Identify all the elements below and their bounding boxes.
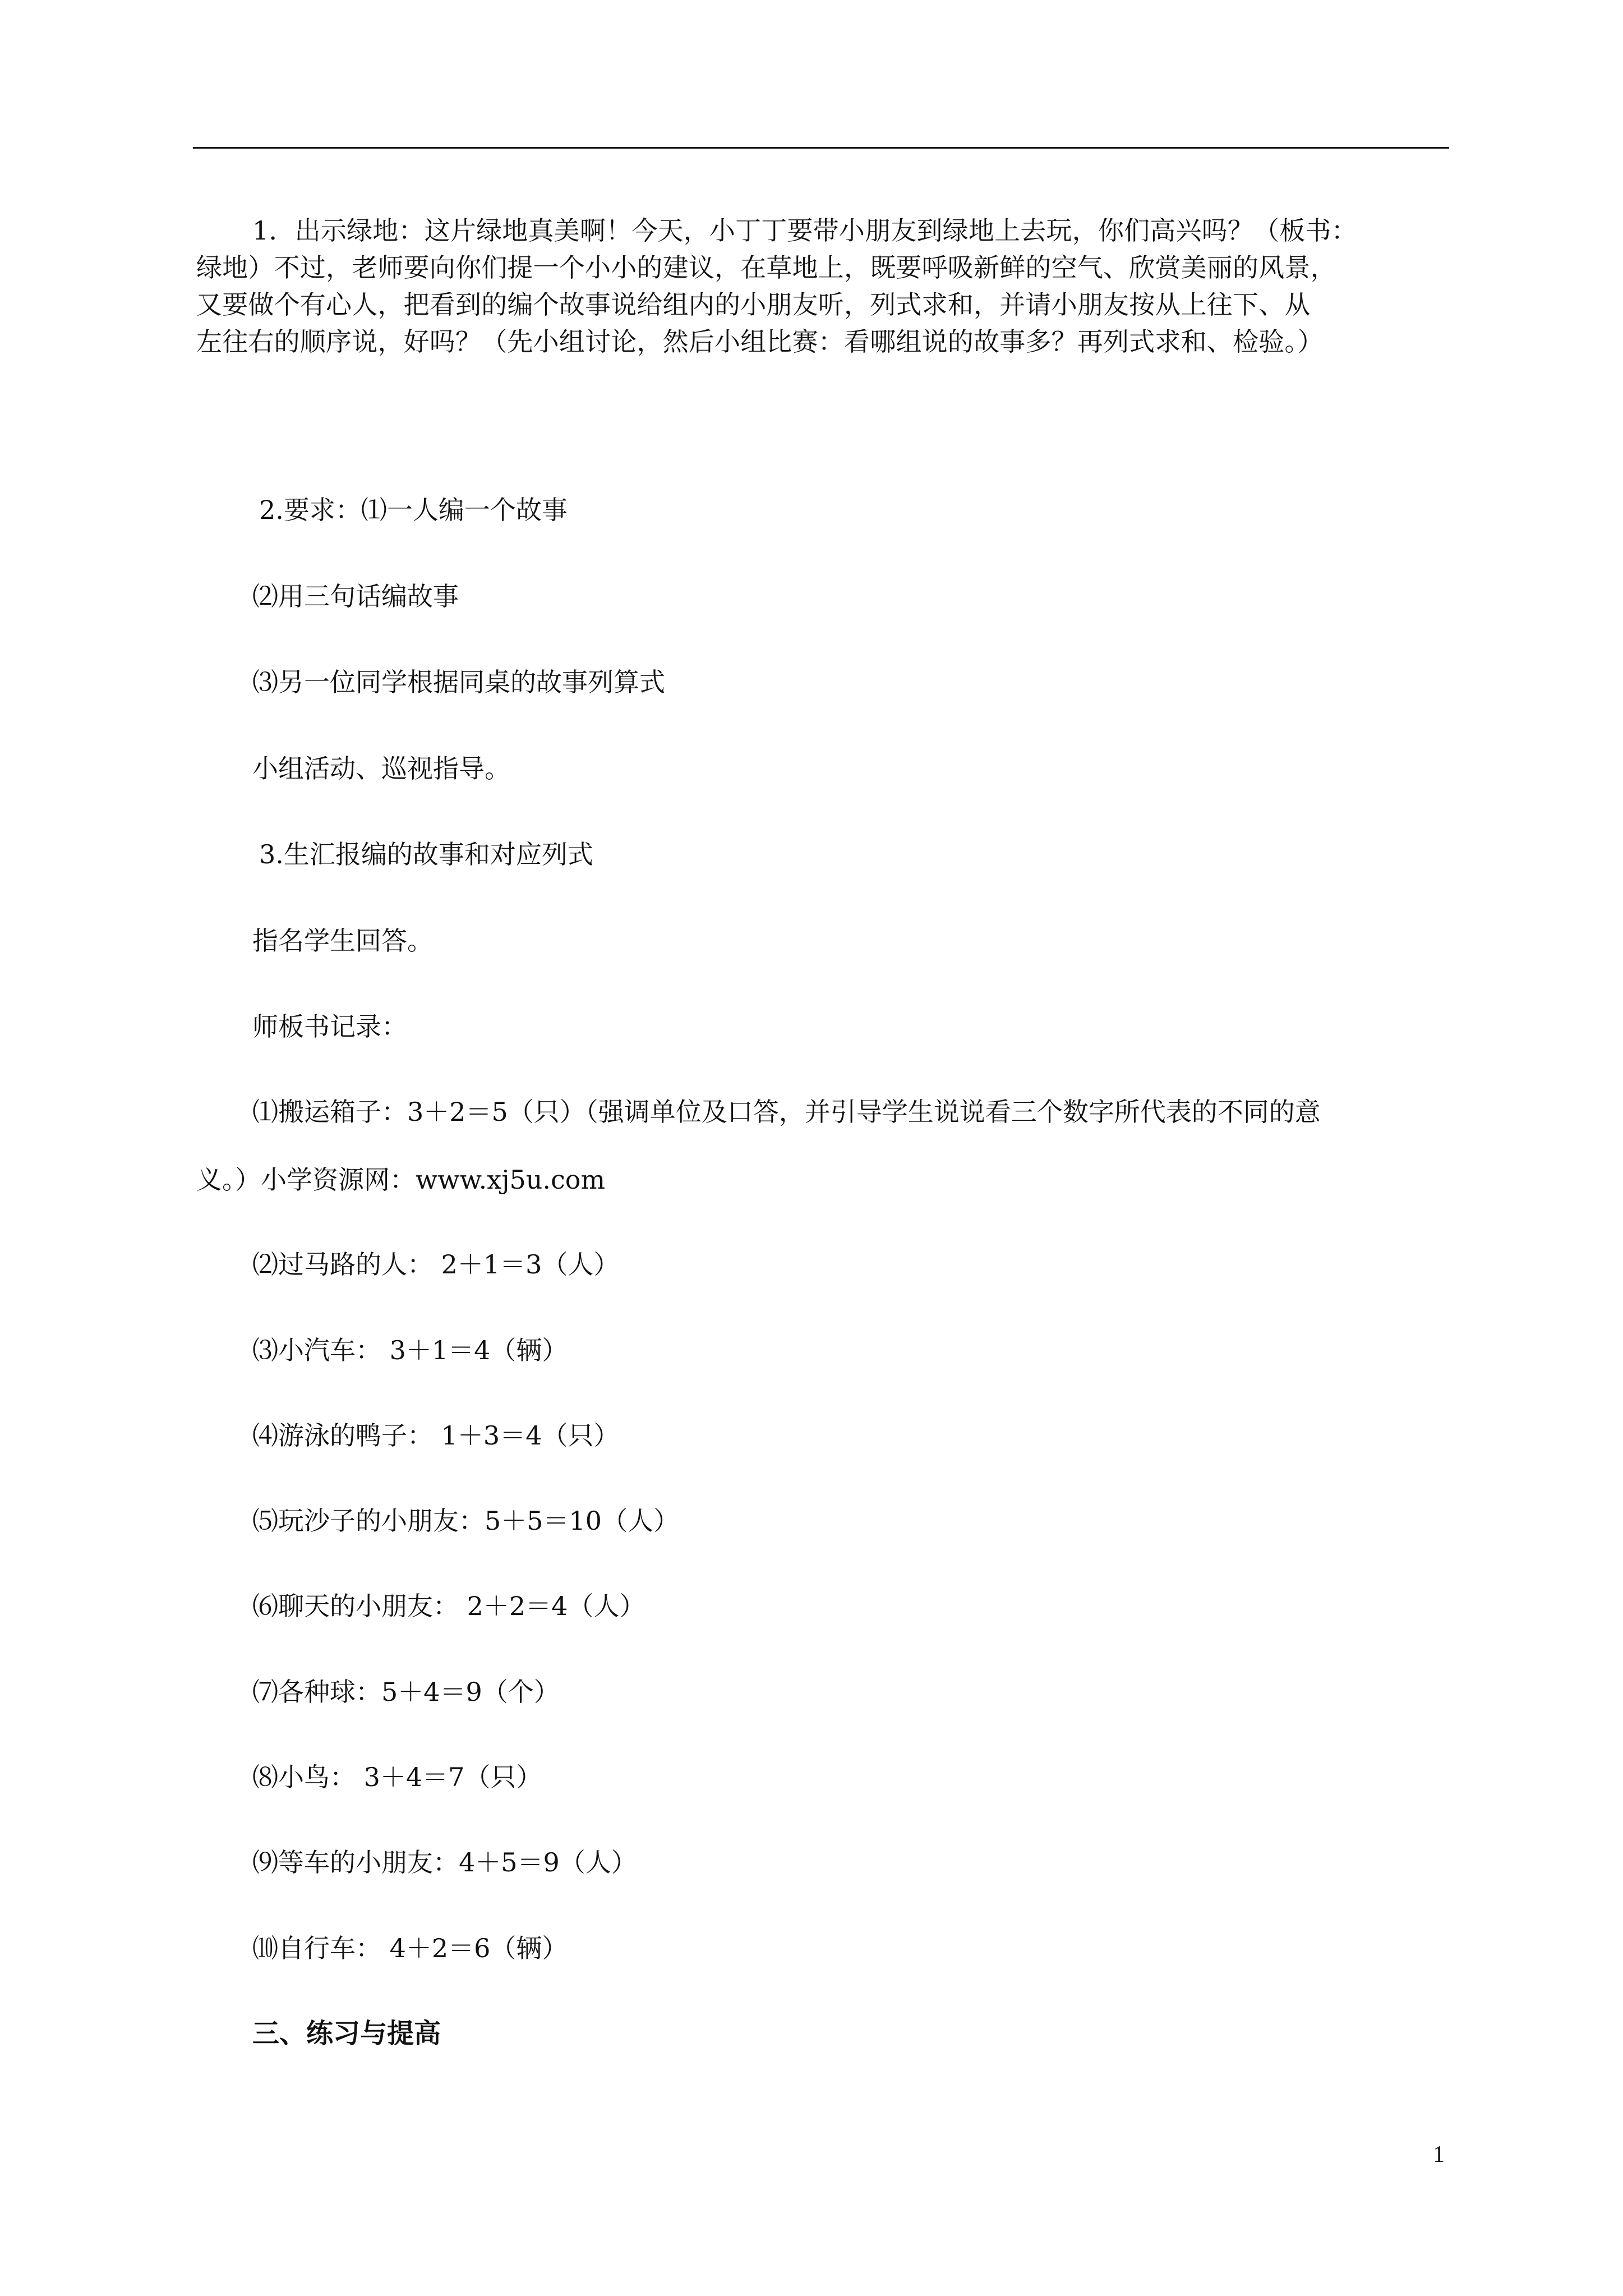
record-5: ⑸玩沙子的小朋友：5＋5＝10（人）: [252, 1506, 680, 1536]
record-2: ⑵过马路的人： 2＋1＝3（人）: [252, 1249, 620, 1280]
header-rule: [193, 147, 1449, 149]
record-6: ⑹聊天的小朋友： 2＋2＝4（人）: [252, 1591, 645, 1621]
intro-line-2: 绿地）不过，老师要向你们提一个小小的建议，在草地上，既要呼吸新鲜的空气、欣赏美丽的风景，: [196, 252, 1336, 283]
intro-paragraph: [196, 212, 1453, 360]
record-8: ⑻小鸟： 3＋4＝7（只）: [252, 1762, 542, 1792]
requirements-heading: 2.要求：⑴一人编一个故事: [259, 495, 568, 525]
record-4: ⑷游泳的鸭子： 1＋3＝4（只）: [252, 1420, 620, 1451]
page-number: 1: [1433, 2142, 1445, 2168]
record-9: ⑼等车的小朋友：4＋5＝9（人）: [252, 1847, 637, 1878]
record-7: ⑺各种球：5＋4＝9（个）: [252, 1677, 560, 1707]
section-3-heading: 三、练习与提高: [252, 2018, 441, 2049]
intro-line-4: 左往右的顺序说，好吗？（先小组讨论，然后小组比赛：看哪组说的故事多？再列式求和、检验。）: [196, 326, 1324, 357]
intro-line-3: 又要做个有心人，把看到的编个故事说给组内的小朋友听，列式求和，并请小朋友按从上往下、从: [196, 289, 1311, 320]
board-record-label: 师板书记录：: [252, 1011, 407, 1042]
group-activity-text: 小组活动、巡视指导。: [252, 753, 510, 784]
intro-line-1: 1．出示绿地：这片绿地真美啊！今天，小丁丁要带小朋友到绿地上去玩，你们高兴吗？（板书：: [252, 215, 1357, 246]
record-1-line-2: 义。）小学资源网：www.xj5u.com: [196, 1165, 606, 1195]
call-students-text: 指名学生回答。: [252, 926, 433, 956]
requirement-item-2: ⑵用三句话编故事: [252, 581, 459, 611]
record-10: ⑽自行车： 4＋2＝6（辆）: [252, 1933, 568, 1963]
record-3: ⑶小汽车： 3＋1＝4（辆）: [252, 1335, 568, 1365]
record-1-line-1: ⑴搬运箱子：3＋2＝5（只）（强调单位及口答，并引导学生说说看三个数字所代表的不同的意: [252, 1097, 1321, 1127]
report-heading: 3.生汇报编的故事和对应列式: [259, 839, 593, 869]
requirement-item-3: ⑶另一位同学根据同桌的故事列算式: [252, 667, 665, 697]
